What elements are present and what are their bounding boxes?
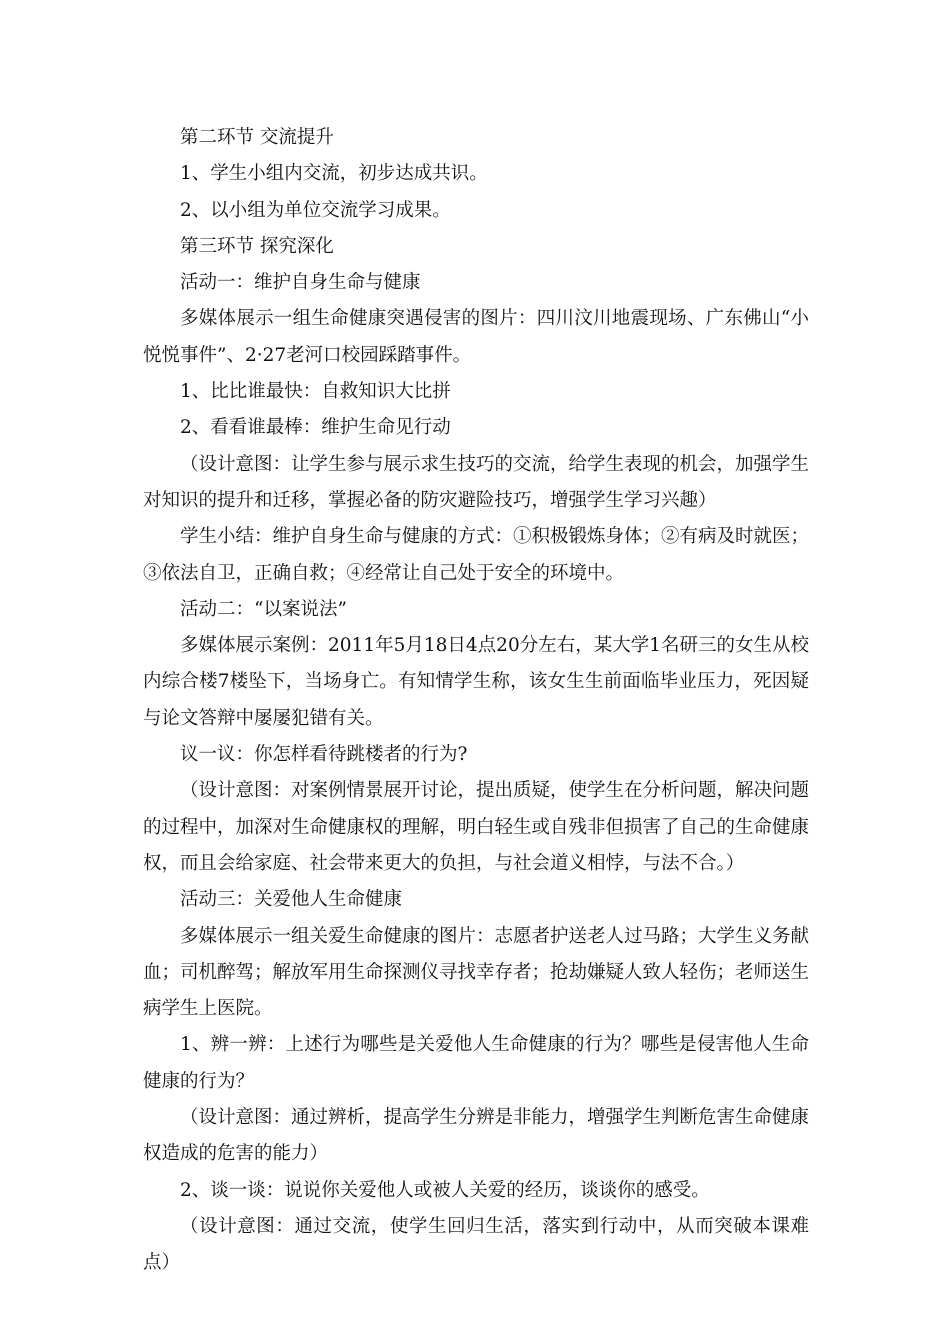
list-item: 1、学生小组内交流，初步达成共识。 bbox=[180, 163, 488, 185]
activity-heading-3: 活动三：关爱他人生命健康 bbox=[180, 889, 403, 911]
list-item: 1、比比谁最快：自救知识大比拼 bbox=[180, 381, 451, 403]
list-item: 2、以小组为单位交流学习成果。 bbox=[180, 199, 451, 221]
design-intent-note: （设计意图：通过交流，使学生回归生活，落实到行动中，从而突破本课难点） bbox=[143, 1215, 809, 1274]
design-intent-note: （设计意图：通过辨析，提高学生分辨是非能力，增强学生判断危害生命健康权造成的危害的能力） bbox=[143, 1107, 810, 1165]
document-body bbox=[143, 120, 809, 1282]
activity-heading-2: 活动二：“以案说法” bbox=[180, 598, 347, 620]
paragraph: 多媒体展示一组生命健康突遇侵害的图片：四川汶川地震现场、广东佛山“小悦悦事件”、2·27老河口校园踩踏事件。 bbox=[143, 308, 809, 366]
discussion-question: 议一议：你怎样看待跳楼者的行为? bbox=[180, 744, 468, 766]
list-item: 1、辨一辨：上述行为哪些是关爱他人生命健康的行为？哪些是侵害他人生命健康的行为？ bbox=[143, 1034, 809, 1092]
paragraph: 多媒体展示一组关爱生命健康的图片：志愿者护送老人过马路；大学生义务献血；司机醉驾；解放军用生命探测仪寻找幸存者；抢劫嫌疑人致人轻伤；老师送生病学生上医院。 bbox=[143, 925, 810, 1020]
list-item: 2、看看谁最棒：维护生命见行动 bbox=[180, 417, 451, 439]
design-intent-note: （设计意图：对案例情景展开讨论，提出质疑，使学生在分析问题，解决问题的过程中，加深对生命健康权的理解，明白轻生或自残非但损害了自己的生命健康权，而且会给家庭、社会带来更大的负担，与社会道义相悖，与法不合。） bbox=[143, 780, 810, 874]
section-heading-2: 第二环节 交流提升 bbox=[180, 127, 334, 148]
section-heading-3: 第三环节 探究深化 bbox=[180, 235, 334, 257]
case-paragraph: 多媒体展示案例：2011年5月18日4点20分左右，某大学1名研三的女生从校内综合楼7楼坠下，当场身亡。有知情学生称，该女生生前面临毕业压力，死因疑与论文答辩中屡屡犯错有关。 bbox=[143, 635, 809, 729]
list-item: 2、谈一谈：说说你关爱他人或被人关爱的经历，谈谈你的感受。 bbox=[180, 1179, 710, 1201]
student-summary: 学生小结：维护自身生命与健康的方式：①积极锻炼身体；②有病及时就医；③依法自卫，正确自救；④经常让自己处于安全的环境中。 bbox=[143, 526, 810, 584]
activity-heading-1: 活动一：维护自身生命与健康 bbox=[180, 272, 421, 294]
design-intent-note: （设计意图：让学生参与展示求生技巧的交流，给学生表现的机会，加强学生对知识的提升和迁移，掌握必备的防灾避险技巧，增强学生学习兴趣） bbox=[143, 453, 810, 511]
